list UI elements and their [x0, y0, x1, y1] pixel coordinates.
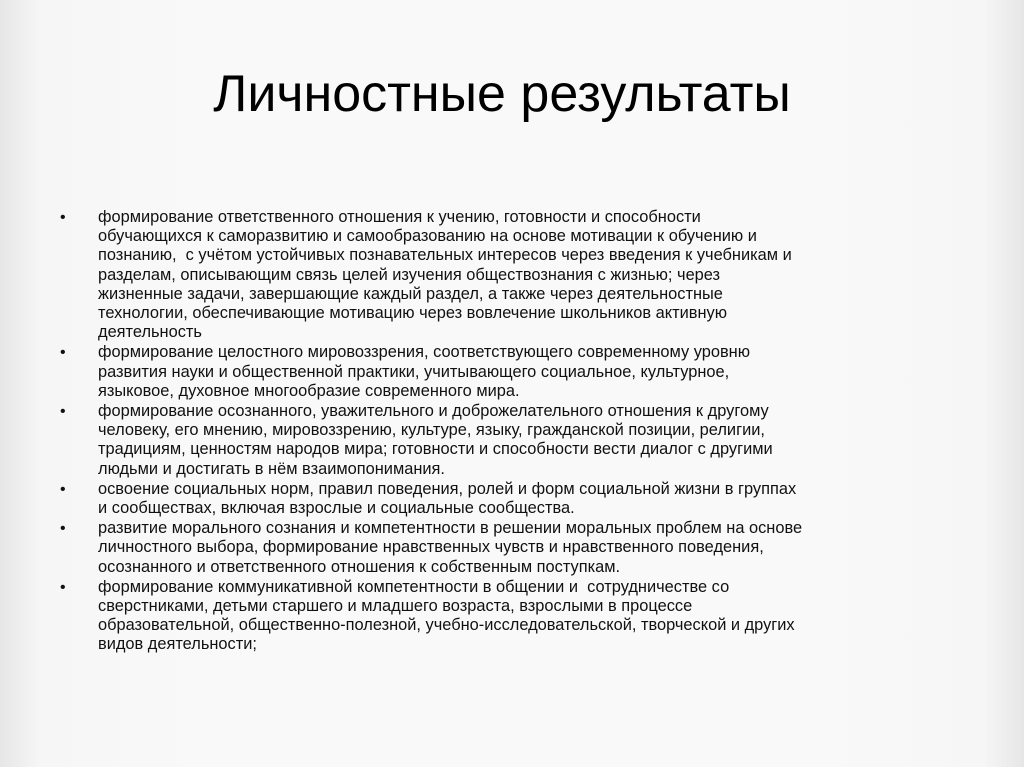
bullet-icon: • — [60, 480, 66, 498]
text-line: языковое, духовное многообразие современного мира. — [98, 381, 520, 400]
text-line: развитие морального сознания и компетентности в решении моральных проблем на основе — [98, 519, 803, 538]
list-item — [60, 480, 960, 518]
text-line: сверстниками, детьми старшего и младшего возраста, взрослыми в процессе — [98, 597, 693, 616]
text-line: деятельность — [98, 323, 202, 342]
text-line: традициям, ценностям народов мира; готовности и способности вести диалог с другими — [98, 440, 773, 459]
bullet-list — [60, 208, 960, 656]
text-line: обучающихся к саморазвитию и самообразованию на основе мотивации к обучению и — [98, 227, 757, 246]
bullet-text — [98, 480, 960, 518]
text-line: разделам, описывающим связь целей изучения обществознания с жизнью; через — [98, 265, 721, 284]
list-item — [60, 402, 960, 479]
text-line: и сообществах, включая взрослые и социальные сообщества. — [98, 499, 575, 518]
text-line: формирование осознанного, уважительного и доброжелательного отношения к другому — [98, 402, 769, 421]
text-line: познанию, с учётом устойчивых познавательных интересов через введения к учебникам и — [98, 246, 792, 265]
bullet-text — [98, 343, 960, 401]
list-item — [60, 578, 960, 655]
text-line: человеку, его мнению, мировоззрению, культуре, языку, гражданской позиции, религии, — [98, 421, 765, 440]
text-line: развития науки и общественной практики, учитывающего социальное, культурное, — [98, 362, 730, 381]
list-item — [60, 208, 960, 342]
text-line: формирование коммуникативной компетентности в общении и сотрудничестве со — [98, 577, 730, 596]
text-line: видов деятельности; — [98, 635, 257, 654]
text-line: технологии, обеспечивающие мотивацию через вовлечение школьников активную — [98, 304, 727, 323]
list-item — [60, 519, 960, 577]
slide-title: Личностные результаты — [213, 65, 791, 123]
bullet-icon: • — [60, 403, 66, 421]
text-line: формирование ответственного отношения к учению, готовности и способности — [98, 208, 701, 226]
bullet-icon: • — [60, 520, 66, 538]
text-line: освоение социальных норм, правил поведения, ролей и форм социальной жизни в группах — [98, 479, 797, 498]
bullet-text — [98, 208, 960, 342]
bullet-icon: • — [60, 344, 66, 362]
text-line: личностного выбора, формирование нравственных чувств и нравственного поведения, — [98, 538, 764, 557]
list-item — [60, 343, 960, 401]
bullet-text — [98, 519, 960, 577]
text-line: людьми и достигать в нём взаимопонимания. — [98, 459, 445, 478]
text-line: формирование целостного мировоззрения, соответствующего современному уровню — [98, 343, 751, 362]
text-line: образовательной, общественно-полезной, учебно-исследовательской, творческой и других — [98, 616, 795, 635]
bullet-text — [98, 578, 960, 655]
text-line: жизненные задачи, завершающие каждый раздел, а также через деятельностные — [98, 284, 723, 303]
bullet-icon: • — [60, 578, 66, 596]
bullet-text — [98, 402, 960, 479]
text-line: осознанного и ответственного отношения к собственным поступкам. — [98, 557, 621, 576]
bullet-icon: • — [60, 209, 66, 226]
